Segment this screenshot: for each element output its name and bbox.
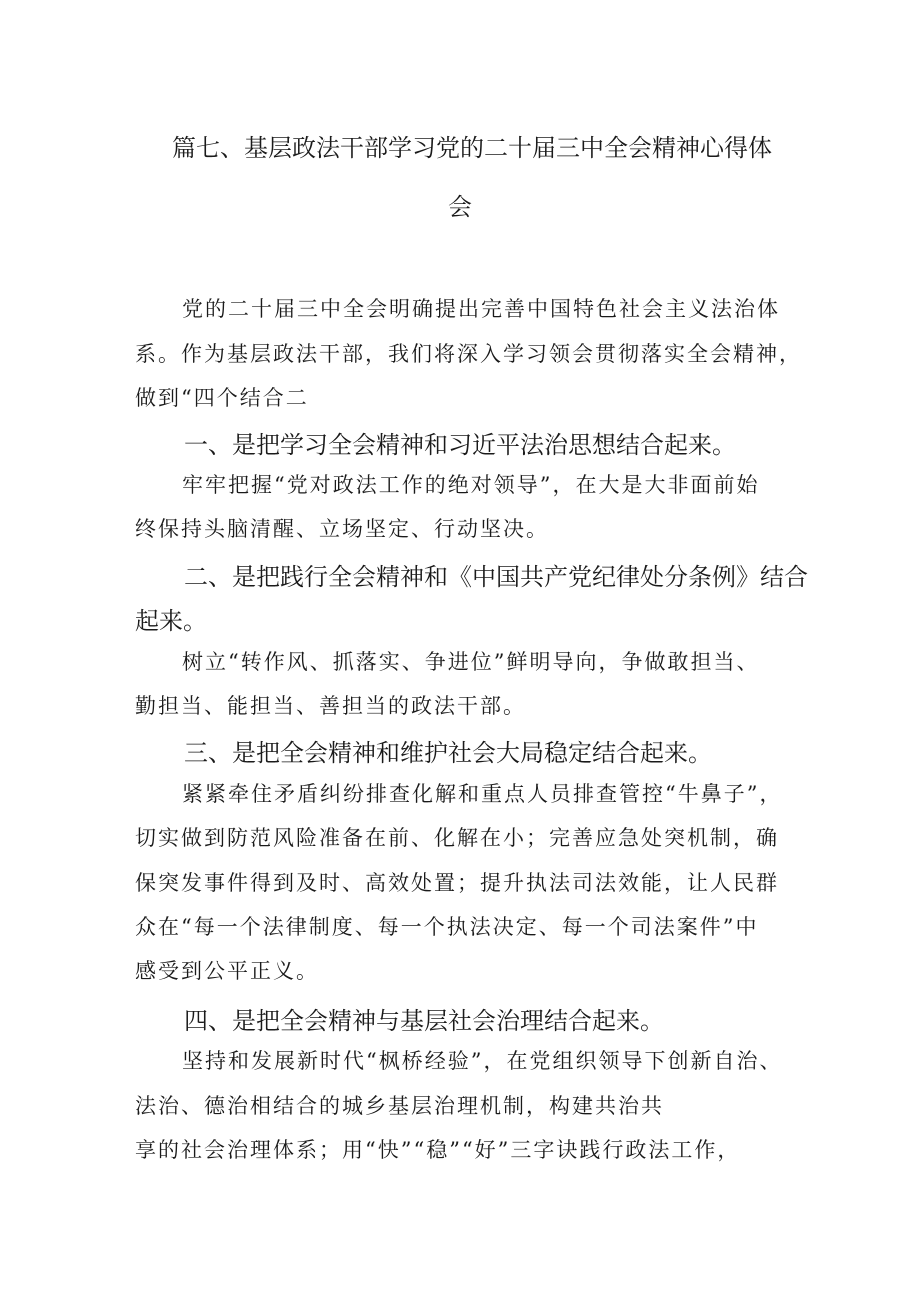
section-4-line-3: 享的社会治理体系；用“快”“稳”“好”三字诀践行政法工作， [135, 1138, 741, 1162]
intro-line-3: 做到“四个结合二 [135, 386, 309, 410]
section-4-heading: 四、是把全会精神与基层社会治理结合起来。 [184, 1007, 664, 1035]
section-3-line-1: 紧紧牵住矛盾纠纷排查化解和重点人员排查管控“牛鼻子”， [182, 782, 783, 806]
section-1-heading: 一、是把学习全会精神和习近平法治思想结合起来。 [184, 431, 736, 459]
section-2-heading-line-1: 二、是把践行全会精神和《中国共产党纪律处分条例》结合 [184, 563, 808, 591]
section-1-line-2: 终保持头脑清醒、立场坚定、行动坚决。 [135, 517, 549, 541]
intro-line-1: 党的二十届三中全会明确提出完善中国特色社会主义法治体 [182, 297, 780, 321]
section-3-line-3: 保突发事件得到及时、高效处置；提升执法司法效能，让人民群 [135, 871, 779, 895]
document-title-line-1: 篇七、基层政法干部学习党的二十届三中全会精神心得体 [172, 134, 772, 162]
section-3-line-2: 切实做到防范风险准备在前、化解在小；完善应急处突机制，确 [135, 826, 779, 850]
document-title-line-2: 会 [448, 193, 472, 221]
section-3-line-5: 感受到公平正义。 [135, 959, 319, 983]
intro-line-2: 系。作为基层政法干部，我们将深入学习领会贯彻落实全会精神， [135, 342, 802, 366]
section-4-line-2: 法治、德治相结合的城乡基层治理机制，构建共治共 [135, 1094, 664, 1118]
section-3-heading: 三、是把全会精神和维护社会大局稳定结合起来。 [184, 739, 712, 767]
section-4-line-1: 坚持和发展新时代“枫桥经验”，在党组织领导下创新自治、 [182, 1049, 783, 1073]
section-3-line-4: 众在“每一个法律制度、每一个执法决定、每一个司法案件”中 [135, 915, 759, 939]
section-2-line-1: 树立“转作风、抓落实、争进位”鲜明导向，争做敢担当、 [182, 650, 760, 674]
section-1-line-1: 牢牢把握“党对政法工作的绝对领导”，在大是大非面前始 [182, 473, 760, 497]
section-2-line-2: 勤担当、能担当、善担当的政法干部。 [135, 694, 526, 718]
section-2-heading-line-2: 起来。 [135, 607, 207, 635]
